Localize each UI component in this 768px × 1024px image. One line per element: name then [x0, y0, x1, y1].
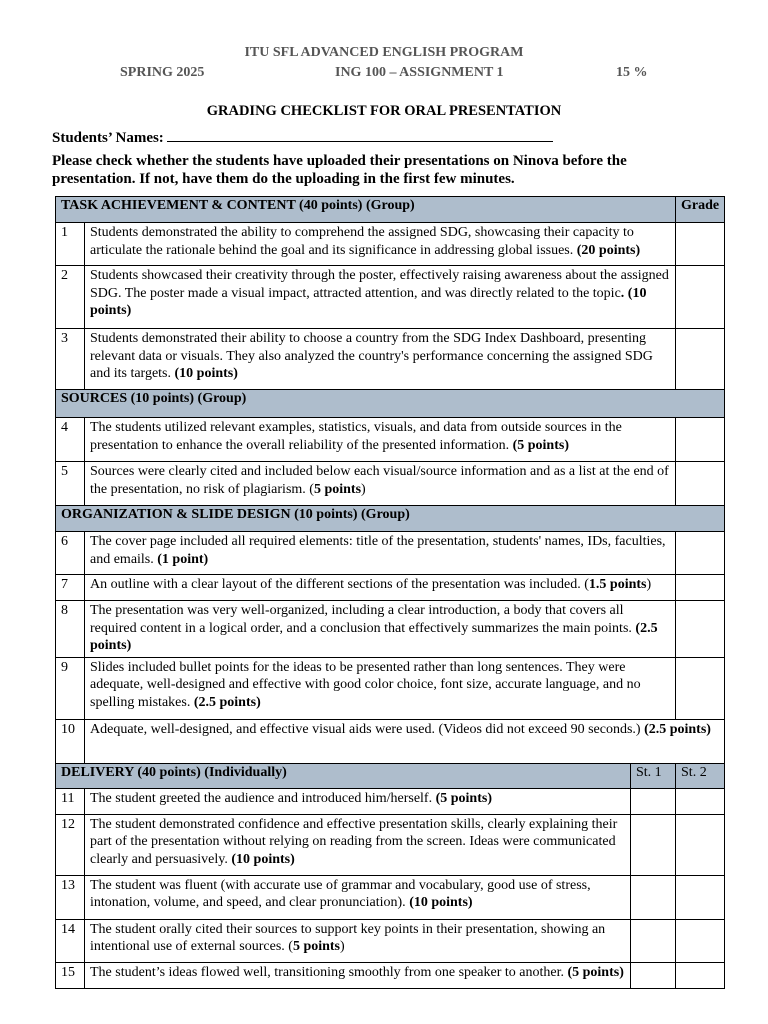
item-description: Slides included bullet points for the ideas to be presented rather than long sentences. They were adequate, well-designed and effective with good color choice, font size, accurate language, and no spelling mistakes. (2.5 points) — [85, 657, 676, 719]
table-row — [56, 814, 725, 875]
grade-cell[interactable] — [676, 462, 725, 506]
student-1-grade-cell[interactable] — [631, 788, 676, 814]
section-heading: TASK ACHIEVEMENT & CONTENT (40 points) (Group) — [56, 197, 676, 223]
student-1-column-header: St. 1 — [631, 763, 676, 788]
table-row — [56, 532, 725, 575]
table-row — [56, 788, 725, 814]
grading-checklist-table — [55, 196, 725, 989]
item-number: 1 — [56, 223, 85, 266]
item-number: 6 — [56, 532, 85, 575]
grade-cell[interactable] — [676, 575, 725, 601]
table-row — [56, 462, 725, 506]
section-header-task — [56, 197, 725, 223]
item-number: 5 — [56, 462, 85, 506]
item-number: 15 — [56, 962, 85, 988]
item-number: 8 — [56, 601, 85, 658]
student-2-grade-cell[interactable] — [676, 875, 725, 919]
students-names-row — [52, 127, 553, 147]
student-2-column-header: St. 2 — [676, 763, 725, 788]
table-row — [56, 266, 725, 329]
students-names-label: Students’ Names: — [52, 130, 164, 146]
item-description: Adequate, well-designed, and effective visual aids were used. (Videos did not exceed 90 seconds.) (2.5 points) — [85, 719, 725, 763]
item-description: The students utilized relevant examples, statistics, visuals, and data from outside sources in the presentation to enhance the overall reliability of the presented information. (5 points) — [85, 418, 676, 462]
section-header-organization — [56, 506, 725, 532]
grade-cell[interactable] — [676, 329, 725, 390]
item-description: Students demonstrated the ability to comprehend the assigned SDG, showcasing their capacity to articulate the rationale behind the goal and its significance in addressing global issues. (20 points) — [85, 223, 676, 266]
student-2-grade-cell[interactable] — [676, 919, 725, 962]
student-1-grade-cell[interactable] — [631, 962, 676, 988]
item-description: The cover page included all required elements: title of the presentation, students' names, IDs, faculties, and emails. (1 point) — [85, 532, 676, 575]
students-names-field[interactable] — [167, 127, 553, 142]
item-description: The student was fluent (with accurate use of grammar and vocabulary, good use of stress, intonation, volume, and speed, and clear pronunciation). (10 points) — [85, 875, 631, 919]
section-header-sources — [56, 390, 725, 418]
table-row — [56, 919, 725, 962]
program-name: ITU SFL ADVANCED ENGLISH PROGRAM — [244, 45, 524, 60]
section-heading: SOURCES (10 points) (Group) — [56, 390, 725, 418]
item-description: The student demonstrated confidence and effective presentation skills, clearly explaining their part of the presentation without relying on reading from the screen. Ideas were communicated clearly and persuasively. (10 points) — [85, 814, 631, 875]
item-description: Sources were clearly cited and included below each visual/source information and as a list at the end of the presentation, no risk of plagiarism. (5 points) — [85, 462, 676, 506]
grade-cell[interactable] — [676, 532, 725, 575]
section-heading: DELIVERY (40 points) (Individually) — [56, 763, 631, 788]
item-description: The student orally cited their sources to support key points in their presentation, showing an intentional use of external sources. (5 points) — [85, 919, 631, 962]
item-number: 7 — [56, 575, 85, 601]
student-2-grade-cell[interactable] — [676, 814, 725, 875]
section-header-delivery — [56, 763, 725, 788]
item-number: 14 — [56, 919, 85, 962]
item-number: 13 — [56, 875, 85, 919]
student-1-grade-cell[interactable] — [631, 814, 676, 875]
item-description: Students showcased their creativity through the poster, effectively raising awareness about the assigned SDG. The poster made a visual impact, attracted attention, and was directly related to the topic. (10 points) — [85, 266, 676, 329]
item-number: 3 — [56, 329, 85, 390]
item-description: An outline with a clear layout of the different sections of the presentation was included. (1.5 points) — [85, 575, 676, 601]
section-heading: ORGANIZATION & SLIDE DESIGN (10 points) (Group) — [56, 506, 725, 532]
table-row — [56, 329, 725, 390]
grade-cell[interactable] — [676, 266, 725, 329]
weight-label: 15 % — [616, 65, 648, 80]
term-label: SPRING 2025 — [120, 65, 205, 80]
grade-cell[interactable] — [676, 223, 725, 266]
item-description: Students demonstrated their ability to choose a country from the SDG Index Dashboard, presenting relevant data or visuals. They also analyzed the country's performance concerning the assigned SDG and its targets. (10 points) — [85, 329, 676, 390]
instructions-text: Please check whether the students have uploaded their presentations on Ninova before the presentation. If not, have them do the uploading in the first few minutes. — [52, 153, 627, 187]
table-row — [56, 875, 725, 919]
table-row — [56, 575, 725, 601]
item-number: 12 — [56, 814, 85, 875]
student-2-grade-cell[interactable] — [676, 962, 725, 988]
student-1-grade-cell[interactable] — [631, 875, 676, 919]
table-row — [56, 418, 725, 462]
grade-column-header: Grade — [676, 197, 725, 223]
student-2-grade-cell[interactable] — [676, 788, 725, 814]
grade-cell[interactable] — [676, 418, 725, 462]
grade-cell[interactable] — [676, 657, 725, 719]
table-row — [56, 719, 725, 763]
table-row — [56, 962, 725, 988]
item-description: The student greeted the audience and introduced him/herself. (5 points) — [85, 788, 631, 814]
item-number: 4 — [56, 418, 85, 462]
item-description: The presentation was very well-organized, including a clear introduction, a body that covers all required content in a logical order, and a conclusion that effectively summarizes the main points. (2.5 points) — [85, 601, 676, 658]
course-label: ING 100 – ASSIGNMENT 1 — [335, 65, 504, 80]
table-row — [56, 657, 725, 719]
item-number: 9 — [56, 657, 85, 719]
table-row — [56, 223, 725, 266]
item-number: 2 — [56, 266, 85, 329]
item-number: 10 — [56, 719, 85, 763]
table-row — [56, 601, 725, 658]
item-description: The student’s ideas flowed well, transitioning smoothly from one speaker to another. (5 points) — [85, 962, 631, 988]
grade-cell[interactable] — [676, 601, 725, 658]
student-1-grade-cell[interactable] — [631, 919, 676, 962]
item-number: 11 — [56, 788, 85, 814]
page-title: GRADING CHECKLIST FOR ORAL PRESENTATION — [206, 103, 562, 119]
